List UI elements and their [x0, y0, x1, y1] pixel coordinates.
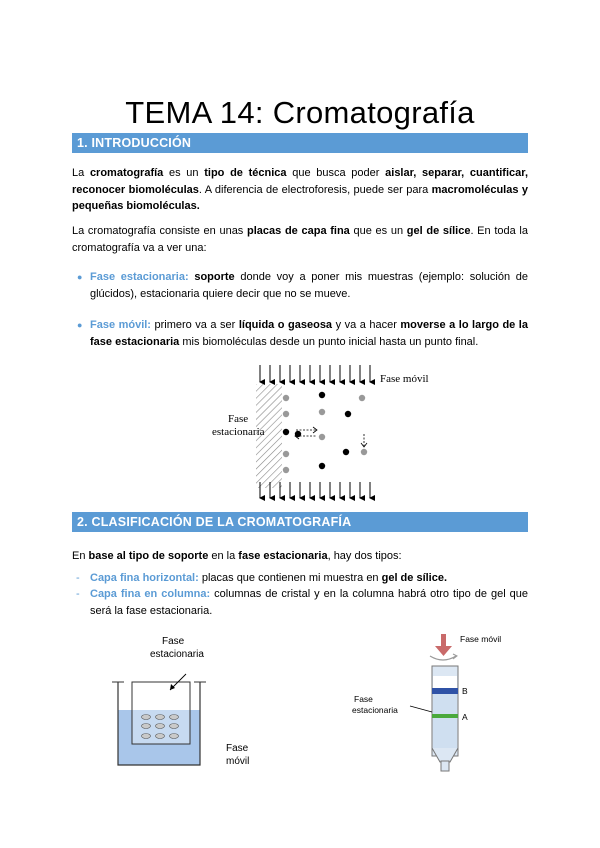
mobile-phase-arrow	[435, 634, 452, 656]
bullet-fase-movil: ● Fase móvil: primero va a ser líquida o gaseosa y va a hacer moverse a lo largo de la fase estacionaria mis biomoléculas desde un punto inicial hasta un punto final.	[77, 319, 528, 348]
label-fase: Fase	[354, 694, 373, 704]
label-estacionaria: estacionaria	[150, 649, 204, 660]
section-heading-introduccion: 1. INTRODUCCIÓN	[72, 133, 528, 153]
mobile-phase-arrows-top	[260, 365, 370, 382]
label-fase: Fase	[162, 636, 185, 647]
bullet-fase-estacionaria: ● Fase estacionaria: soporte donde voy a poner mis muestras (ejemplo: solución de glúcidos), estacionaria quiere decir que no se mueve.	[77, 271, 529, 300]
column-chromatography-diagram	[340, 630, 520, 775]
dash-icon: -	[76, 588, 80, 600]
band-b	[432, 688, 458, 694]
label-fase-movil-1: Fase	[226, 743, 249, 754]
dash-icon: -	[76, 572, 80, 584]
page-title: TEMA 14: Cromatografía	[125, 94, 475, 130]
column-tip	[432, 748, 458, 762]
pointer-line	[410, 706, 432, 712]
classification-paragraph: En base al tipo de soporte en la fase estacionaria, hay dos tipos:	[72, 550, 402, 562]
tlc-tank-diagram	[100, 630, 280, 775]
section-heading-clasificacion: 2. CLASIFICACIÓN DE LA CROMATOGRAFÍA	[72, 512, 528, 532]
bullet-icon: ●	[77, 272, 83, 282]
intro-paragraph-1: La cromatografía es un tipo de técnica que busca poder aislar, separar, cuantificar, reconocer biomoléculas. A diferencia de electroforesis, puede ser para macromoléculas y pequeñas biomoléculas.	[72, 167, 529, 212]
swirl-icon	[430, 656, 456, 660]
figure-label-fase-movil: Fase móvil	[380, 373, 429, 385]
band-a	[432, 714, 458, 718]
figure-label-estacionaria: estacionaria	[212, 426, 265, 438]
item-capa-fina-horizontal: - Capa fina horizontal: placas que contienen mi muestra en gel de sílice.	[90, 570, 528, 587]
intro-paragraph-2: La cromatografía consiste en unas placas de capa fina que es un gel de sílice. En toda la cromatografía va a ver una:	[72, 225, 528, 254]
exchange-arrows	[295, 427, 367, 447]
label-fase-movil-2: móvil	[226, 756, 250, 767]
band-label-b: B	[462, 686, 468, 696]
label-estacionaria: estacionaria	[352, 705, 398, 715]
plate-spots	[142, 715, 179, 739]
chromatography-diagram	[200, 362, 530, 502]
label-fase-movil: Fase móvil	[460, 634, 502, 644]
bullet-icon: ●	[77, 320, 83, 330]
item-capa-fina-columna: - Capa fina en columna: columnas de cristal y en la columna habrá otro tipo de gel que será la fase estacionaria.	[76, 588, 529, 617]
molecule-dots	[283, 392, 367, 473]
band-label-a: A	[462, 712, 468, 722]
figure-label-fase: Fase	[228, 413, 249, 425]
